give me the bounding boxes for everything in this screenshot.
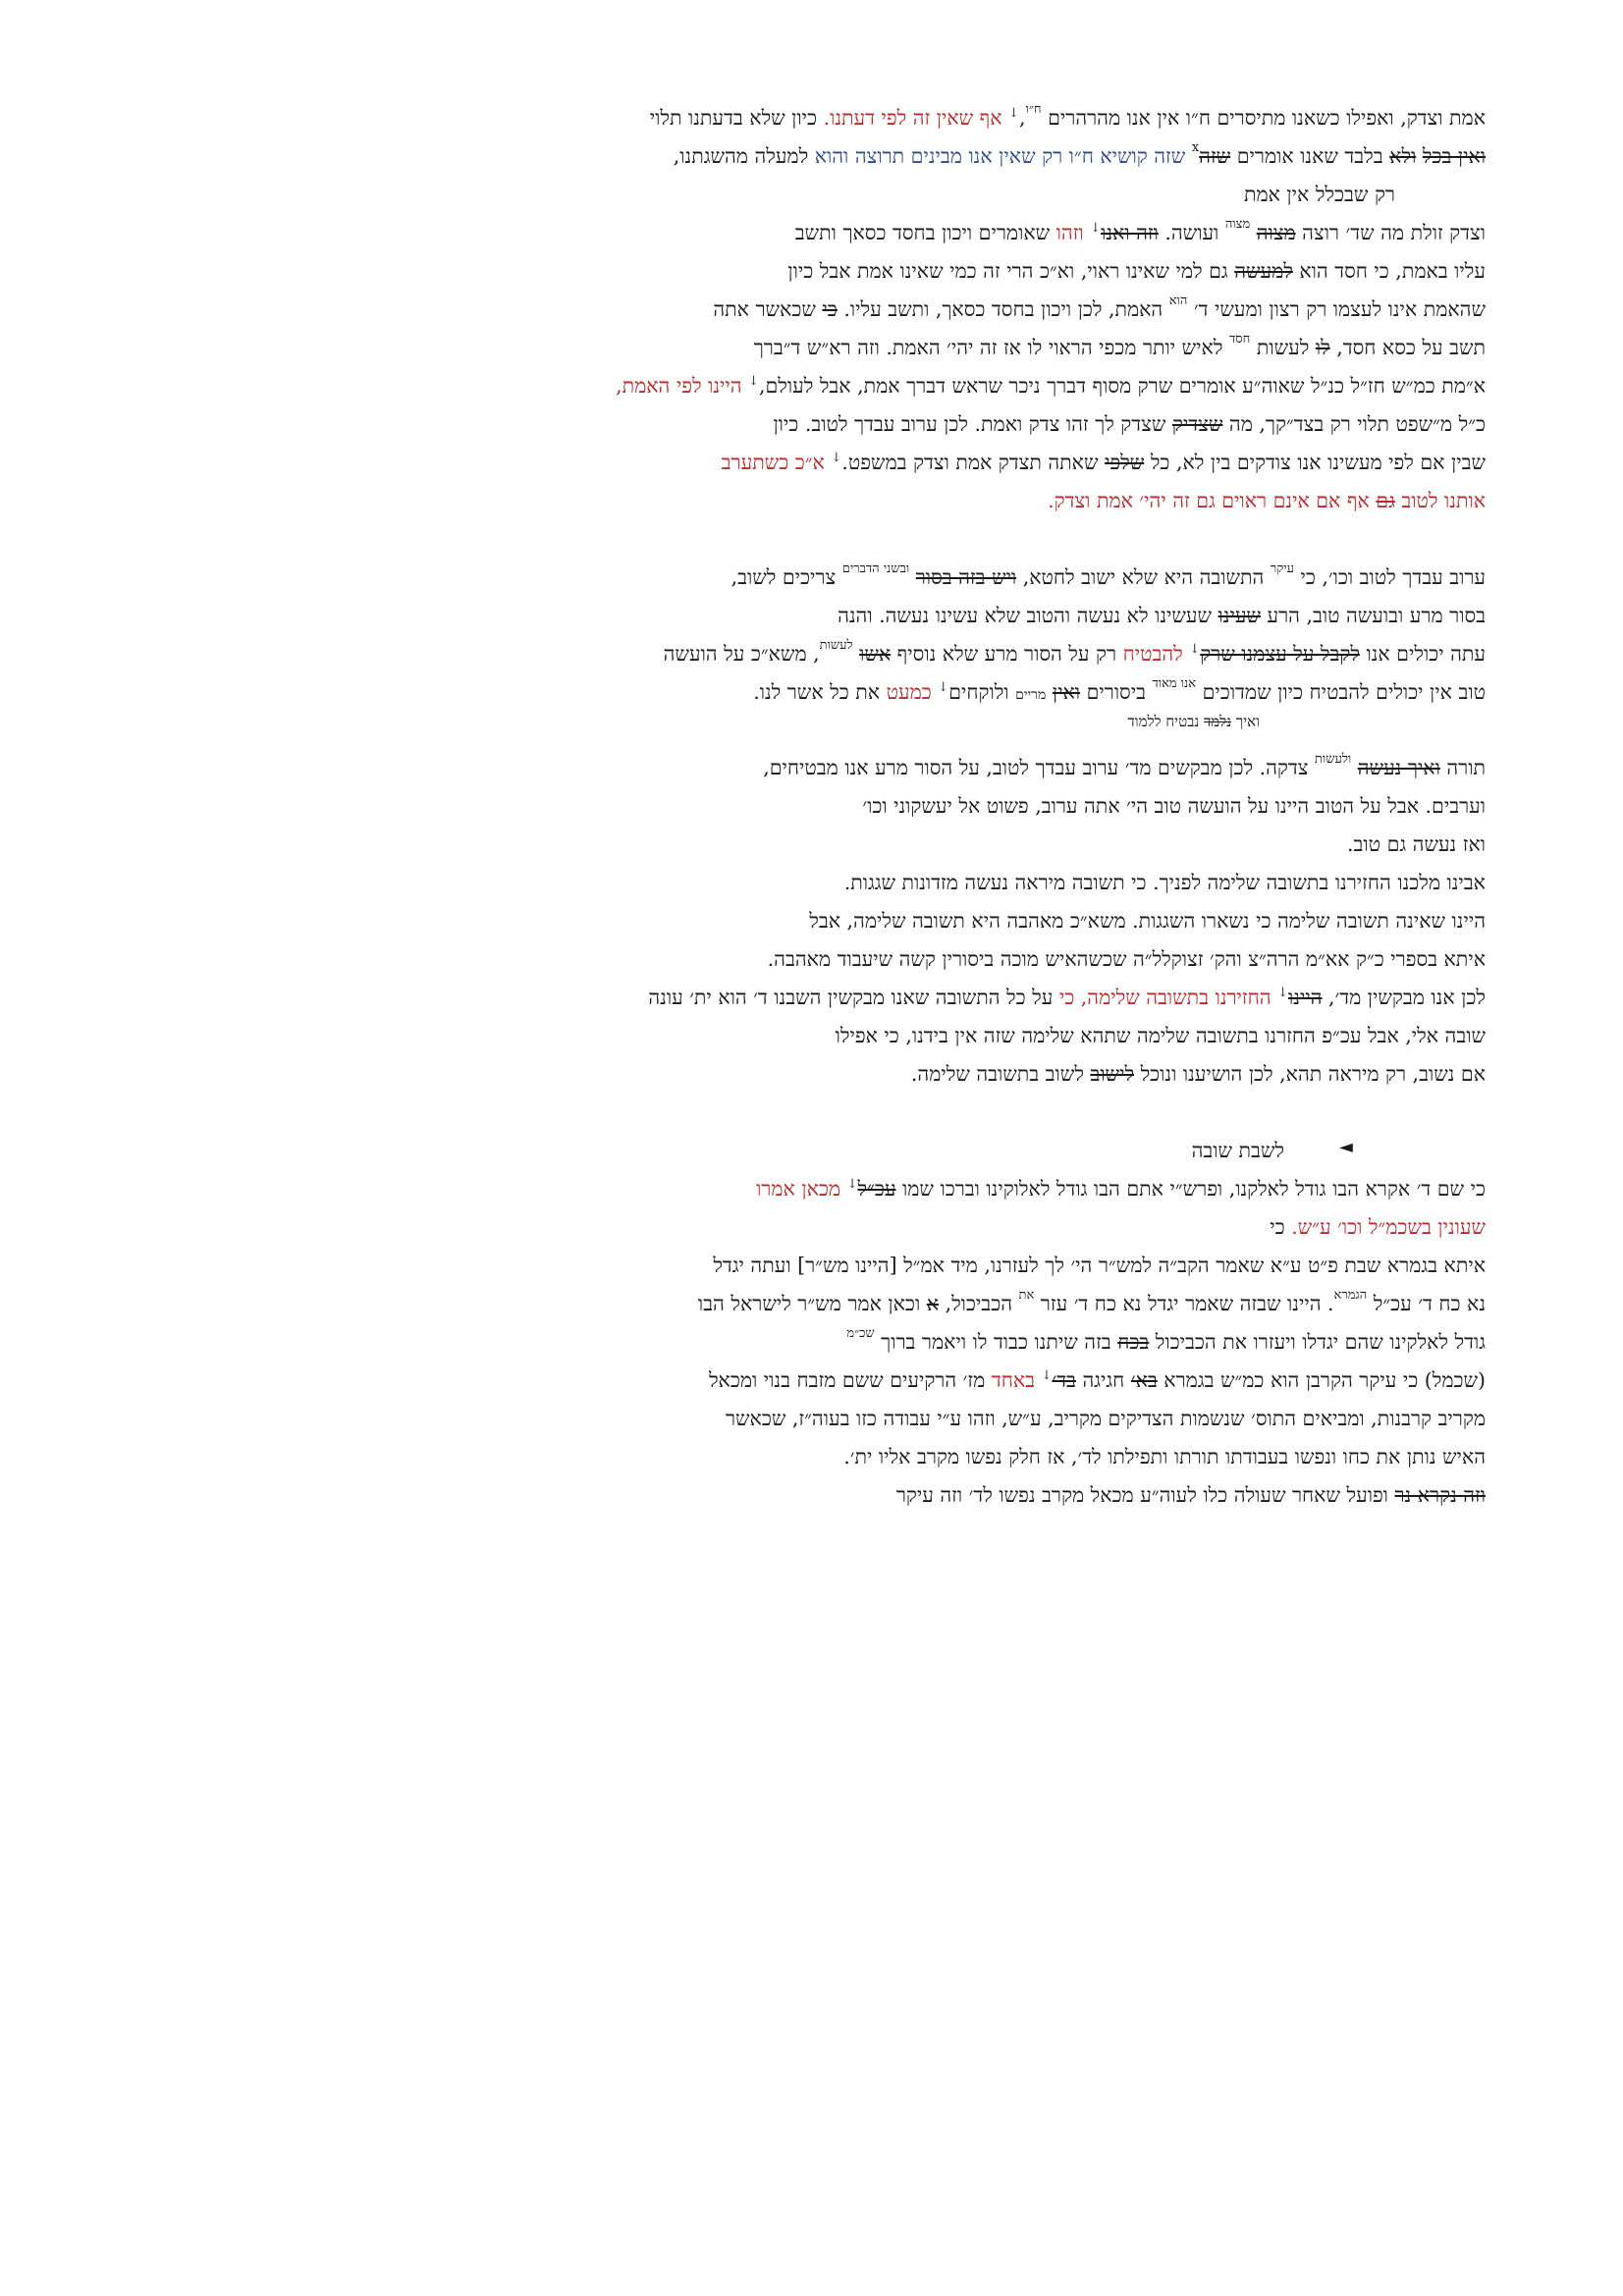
insertion-arrow-icon: ↓ xyxy=(846,1177,858,1192)
insertion-arrow-icon: ↓ xyxy=(1008,106,1020,121)
text-line: אותנו לטוב גם אף אם אינם ראוים גם זה יהי׳ אמת וצדק. xyxy=(1048,489,1486,512)
text-line: היינו שאינה תשובה שלימה כי נשארו השגגות. משא״כ מאהבה היא תשובה שלימה, אבל xyxy=(809,909,1486,933)
insertion-arrow-icon: ↓ xyxy=(1041,1368,1053,1383)
text-line: תורה ואיך נעשה $^{ולעשות}$ צדקה. לכן מבקשים מד׳ ערוב עבדך לטוב, על הסור מרע אנו מבטיחים, xyxy=(763,752,1486,779)
text-line: אבינו מלכנו החזירנו בתשובה שלימה לפניך. כי תשובה מיראה נעשה מזדונות שגגות. xyxy=(843,871,1486,894)
text-line: וצדק זולת מה שד׳ רוצה מצוה $^{מצוה}$ ועושה. וזה ואנו↓ וזהו שאומרים ויכון בחסד כסאך ותשב xyxy=(794,217,1486,244)
text-line: א״מת כמ״ש חז״ל כנ״ל שאוה״ע אומרים שרק מסוף דברך ניכר שראש דברך אמת, אבל לעולם,↓ היינו לפי האמת, xyxy=(616,374,1486,398)
text-line: וזה נקרא נר ופועל שאחר שעולה כלו לעוה״ע מכאל מקרב נפשו לד׳ וזה עיקר xyxy=(895,1483,1486,1507)
text-line: רק שבכלל אין אמת xyxy=(1243,183,1395,206)
text-line: איתא בגמרא שבת פ״ט ע״א שאמר הקב״ה למש״ר הי׳ לך לעזרנו, מיד אמ״ל [היינו מש״ר] ועתה יגדל xyxy=(713,1254,1486,1277)
section-heading: לשבת שובה xyxy=(1191,1139,1284,1162)
insertion-arrow-icon: ↓ xyxy=(938,680,949,695)
text-line: שבין אם לפי מעשינו אנו צודקים בין לא, כל שלפי שאתה תצדק אמת וצדק במשפט.↓ א״כ כשתערב xyxy=(721,451,1486,474)
text-line: ערוב עבדך לטוב וכו׳, כי $^{עיקר}$ התשובה היא שלא ישוב לחטא, ויש בזה בסור $^{ובשני הדברים}$ צריכים לשוב, xyxy=(730,561,1486,589)
text-line: עליו באמת, כי חסד הוא למעשה גם למי שאינו ראוי, וא״כ הרי זה כמי שאינו אמת אבל כיון xyxy=(787,259,1486,283)
text-line: כי שם ד׳ אקרא הבו גודל לאלקנו, ופרש״י אתם הבו גודל לאלוקינו וברכו שמו עכ״ל↓ מכאן אמרו xyxy=(756,1177,1486,1201)
text-line: נא כח ד׳ עכ״ל $^{הגמרא}$. היינו שבזה שאמר יגדל נא כח ד׳ עזר $^{את}$ הכביכול, א וכאן אמר מש״ר לישראל הבו xyxy=(697,1288,1486,1315)
text-line: שהאמת אינו לעצמו רק רצון ומעשי ד׳ $^{הוא}$ האמת, לכן ויכון בחסד כסאך, ותשב עליו. כי שכאשר אתה xyxy=(713,294,1486,321)
text-line: שעונין בשכמ״ל וכו׳ ע״ש. כי xyxy=(1270,1215,1486,1239)
collapse-triangle-icon[interactable]: ◄ xyxy=(1339,1137,1353,1157)
text-line: האיש נותן את כחו ונפשו בעבודתו תורתו ותפילתו לד׳, אז חלק נפשו מקרב אליו ית׳. xyxy=(843,1445,1486,1468)
text-line: כ״ל מ״שפט תלוי רק בצד״קך, מה שצדיק שצדק לך זהו צדק ואמת. לכן ערוב עבדך לטוב. כיון xyxy=(773,412,1486,436)
insertion-arrow-icon: ↓ xyxy=(748,374,759,389)
text-line: וערבים. אבל על הטוב היינו על הועשה טוב הי׳ אתה ערוב, פשוט אל יעשקוני וכו׳ xyxy=(862,794,1486,818)
text-line: ואז נעשה גם טוב. xyxy=(1347,832,1486,856)
text-line: טוב אין יכולים להבטיח כיון שמדוכים $^{אנו מאוד}$ ביסורים ואין מריים ולוקחים↓ כמעט את כל אשר לנו. xyxy=(753,676,1486,704)
marginal-insertion: ואיך נלמד נבטיח ללמוד xyxy=(1127,713,1260,730)
text-line: גודל לאלקינו שהם יגדלו ויעזרו את הכביכול בכח בזה שיתנו כבוד לו ויאמר ברוך $^{שכ״מ}$ xyxy=(846,1326,1486,1354)
text-line: ואין בכל ולא בלבד שאנו אומרים שזה$^x$ שזה קושיא ח״ו רק שאין אנו מבינים תרוצה והוא למעלה מהשגתנו, xyxy=(673,140,1486,168)
text-line: תשב על כסא חסד, לו לעשות $^{חסד}$ לאיש יותר מכפי הראוי לו אז זה יהי׳ האמת. וזה רא״ש ד״ברך xyxy=(753,332,1486,359)
insertion-arrow-icon: ↓ xyxy=(1277,986,1289,1000)
text-line: אם נשוב, רק מיראה תהא, לכן הושיענו ונוכל לישוב לשוב בתשובה שלימה. xyxy=(910,1062,1486,1086)
text-line: (שכמל) כי עיקר הקרבן הוא כמ״ש בגמרא בא׳ חגיגה בד׳↓ באחד מז׳ הרקיעים ששם מזבח בנוי ומכאל xyxy=(708,1368,1486,1392)
text-line: עתה יכולים אנו לקבל על עצמנו שרק↓ להבטיח רק על הסור מרע שלא נוסיף אשו $^{לעשות}$, משא״כ על הועשה xyxy=(663,638,1486,666)
insertion-arrow-icon: ↓ xyxy=(831,451,842,465)
text-line: מקריב קרבנות, ומביאים התוס׳ שנשמות הצדיקים מקריב, ע״ש, וזהו ע״י עבודה כזו בעוה״ז, שכאשר xyxy=(725,1407,1486,1430)
text-line: איתא בספרי כ״ק אא״מ הרה״צ והק׳ זצוקלל״ה שכשהאיש מוכה ביסורין קשה שיעבוד מאהבה. xyxy=(767,947,1486,971)
insertion-arrow-icon: ↓ xyxy=(1090,221,1102,236)
insertion-arrow-icon: ↓ xyxy=(1189,642,1201,657)
text-line: לכן אנו מבקשין מד׳, היינו↓ החזירנו בתשובה שלימה, כי על כל התשובה שאנו מבקשין השבנו ד׳ הוא ית׳ עונה xyxy=(648,986,1486,1009)
text-line: בסור מרע ובועשה טוב, הרע שעינו שעשינו לא נעשה והטוב שלא עשינו נעשה. והנה xyxy=(838,604,1486,627)
text-line: שובה אלי, אבל עכ״פ החזרנו בתשובה שלימה שתהא שלימה שזה אין בידנו, כי אפילו xyxy=(835,1024,1486,1047)
insertion-mark-icon: x xyxy=(1191,140,1200,155)
text-line: אמת וצדק, ואפילו כשאנו מתיסרים ח״ו אין אנו מהרהרים $^{ח״ו}$,↓ אף שאין זה לפי דעתנו. כיון שלא בדעתנו תלוי xyxy=(649,102,1486,130)
